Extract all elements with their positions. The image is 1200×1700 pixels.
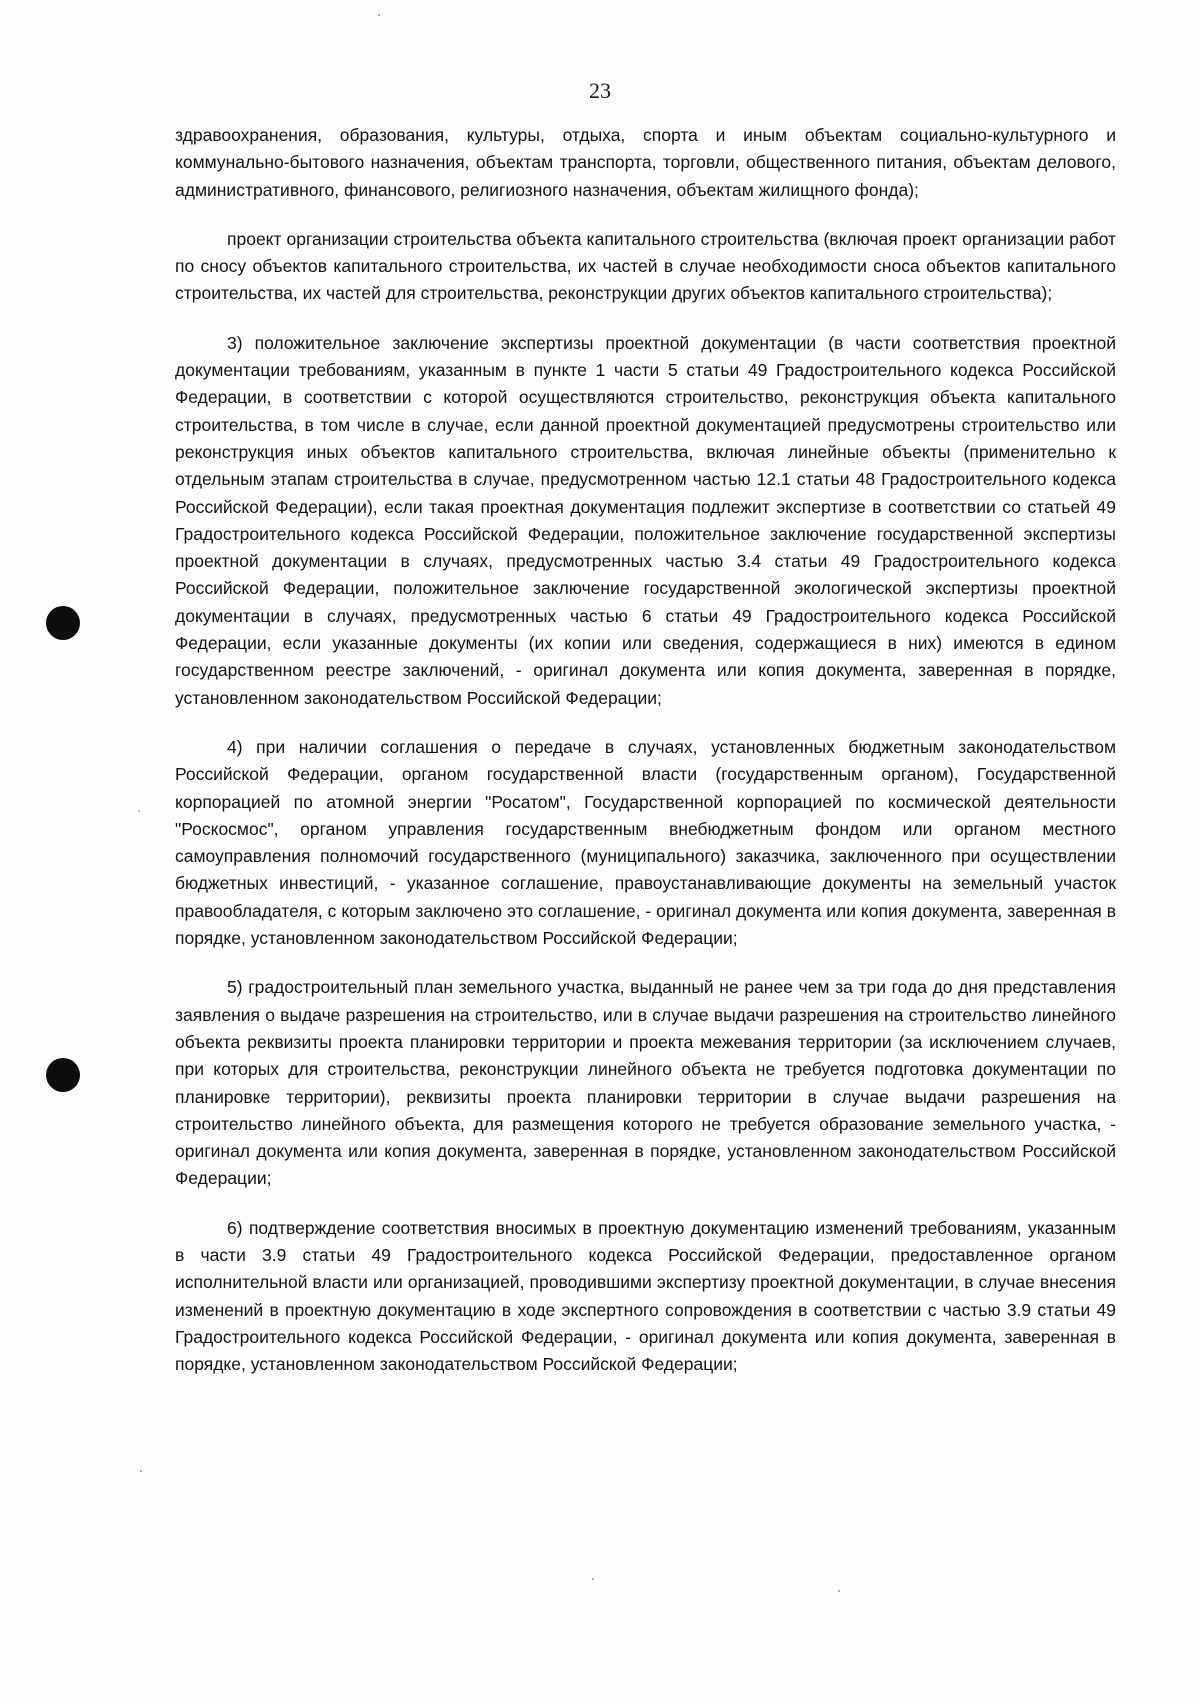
scan-speck [140,1470,142,1472]
paragraph-construction-project: проект организации строительства объекта капитального строительства (включая проект организации работ по сносу объектов капитального строительства, их частей в случае необходимости сноса объектов капитального строительства, их частей для строительства, реконструкции других объектов капитального строительства); [175,228,1116,304]
paragraph-continuation: здравоохранения, образования, культуры, отдыха, спорта и иным объектам социально-культурного и коммунально-бытового назначения, объектам транспорта, торговли, общественного питания, объектам делового, административного, финансового, религиозного назначения, объектам жилищного фонда); [175,125,1116,200]
punch-hole-mark [46,606,80,640]
scan-speck [378,14,380,16]
page-number: 23 [589,78,611,103]
scan-speck [138,810,140,812]
paragraph-item-5: 5) градостроительный план земельного участка, выданный не ранее чем за три года до дня представления заявления о выдаче разрешения на строительство, или в случае выдачи разрешения на строительство линейного объекта реквизиты проекта планировки территории и проекта межевания территории (за исключением случаев, при которых для строительства, реконструкции линейного объекта не требуется подготовка документации по планировке территории), реквизиты проекта планировки территории в случае выдачи разрешения на строительство линейного объекта, для размещения которого не требуется образование земельного участка, - оригинал документа или копия документа, заверенная в порядке, установленном законодательством Российской Федерации; [175,977,1116,1189]
paragraph-item-3: 3) положительное заключение экспертизы проектной документации (в части соответствия проектной документации требованиям, указанным в пункте 1 части 5 статьи 49 Градостроительного кодекса Российской Федерации, в соответствии с которой осуществляются строительство, реконструкция объекта капитального строительства, в том числе в случае, если данной проектной документацией предусмотрены строительство или реконструкция иных объектов капитального строительства, включая линейные объекты (применительно к отдельным этапам строительства в случае, предусмотренном частью 12.1 статьи 48 Градостроительного кодекса Российской Федерации), если такая проектная документация подлежит экспертизе в соответствии со статьей 49 Градостроительного кодекса Российской Федерации, положительное заключение государственной экспертизы проектной документации в случаях, предусмотренных частью 3.4 статьи 49 Градостроительного кодекса Российской Федерации, положительное заключение государственной экологической экспертизы проектной документации в случаях, предусмотренных частью 6 статьи 49 Градостроительного кодекса Российской Федерации, если указанные документы (их копии или сведения, содержащиеся в них) имеются в едином государственном реестре заключений, - оригинал документа или копия документа, заверенная в порядке, установленном законодательством Российской Федерации; [175,332,1116,708]
document-body [175,122,1116,1400]
scan-speck [838,1590,840,1592]
punch-hole-mark [46,1058,80,1092]
paragraph-item-6: 6) подтверждение соответствия вносимых в проектную документацию изменений требованиям, указанным в части 3.9 статьи 49 Градостроительного кодекса Российской Федерации, предоставленное органом исполнительной власти или организацией, проводившими экспертизу проектной документации, в случае внесения изменений в проектную документацию в ходе экспертного сопровождения в соответствии с частью 3.9 статьи 49 Градостроительного кодекса Российской Федерации, - оригинал документа или копия документа, заверенная в порядке, установленном законодательством Российской Федерации; [175,1217,1116,1375]
paragraph-item-4: 4) при наличии соглашения о передаче в случаях, установленных бюджетным законодательством Российской Федерации, органом государственной власти (государственным органом), Государственной корпорацией по атомной энергии "Росатом", Государственной корпорацией по космической деятельности "Роскосмос", органом управления государственным внебюджетным фондом или органом местного самоуправления полномочий государственного (муниципального) заказчика, заключенного при осуществлении бюджетных инвестиций, - указанное соглашение, правоустанавливающие документы на земельный участок правообладателя, с которым заключено это соглашение, - оригинал документа или копия документа, заверенная в порядке, установленном законодательством Российской Федерации; [175,736,1116,949]
scan-speck [592,1578,594,1580]
